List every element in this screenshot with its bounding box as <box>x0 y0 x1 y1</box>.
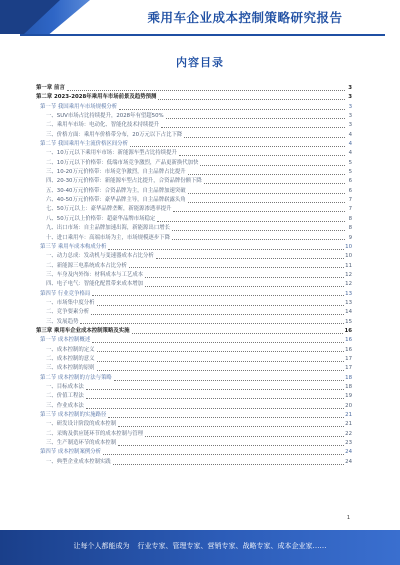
toc-leader-dots <box>97 370 345 371</box>
toc-entry-page: 15 <box>345 318 352 325</box>
toc-leader-dots <box>132 333 344 334</box>
toc-entry-page: 16 <box>345 346 352 353</box>
toc-entry-page: 13 <box>345 299 352 306</box>
toc-leader-dots <box>145 286 344 287</box>
toc-entry-label: 第四节 行业竞争格局 <box>40 290 91 299</box>
toc-entry-label: 二、价值工程法 <box>46 392 85 401</box>
toc-entry-label: 二、新能源三电系统成本占比分析 <box>46 262 128 271</box>
toc-entry[interactable] <box>36 374 352 383</box>
toc-entry[interactable] <box>36 430 352 439</box>
toc-leader-dots <box>108 417 344 418</box>
toc-entry-label: 十、进口乘用车：高端市场为主，市场规模逐步下降 <box>46 234 171 243</box>
toc-entry[interactable] <box>36 439 352 448</box>
toc-leader-dots <box>67 90 345 91</box>
toc-entry-label: 第三节 乘用车成本构成分析 <box>40 243 107 252</box>
toc-entry-page: 4 <box>348 131 352 138</box>
toc-entry[interactable] <box>36 168 352 177</box>
toc-leader-dots <box>173 211 345 212</box>
toc-leader-dots <box>97 351 345 352</box>
toc-entry-page: 19 <box>345 393 352 400</box>
toc-leader-dots <box>113 464 344 465</box>
toc-leader-dots <box>188 193 345 194</box>
toc-entry[interactable] <box>36 112 352 121</box>
toc-entry[interactable] <box>36 420 352 429</box>
toc-entry-label: 第一节 我国乘用车市场规模分析 <box>40 103 118 112</box>
toc-entry-page: 21 <box>345 421 352 428</box>
header-divider <box>20 34 385 36</box>
toc-entry-page: 14 <box>345 309 352 316</box>
toc-entry-page: 22 <box>345 430 352 437</box>
toc-entry-page: 10 <box>345 253 352 260</box>
toc-entry[interactable] <box>36 177 352 186</box>
toc-entry[interactable] <box>36 149 352 158</box>
toc-entry-label: 八、50万元以上价格带：超豪华品牌市场稳定 <box>46 215 156 224</box>
toc-entry-page: 3 <box>348 113 352 120</box>
toc-entry-label: 一、典型企业成本控制实践 <box>46 458 112 467</box>
header-bar <box>0 0 400 34</box>
toc-entry-page: 5 <box>348 159 352 166</box>
toc-leader-dots <box>103 454 344 455</box>
toc-leader-dots <box>92 295 344 296</box>
toc-entry-label: 一、目标成本法 <box>46 383 85 392</box>
toc-entry-page: 8 <box>348 225 352 232</box>
toc-entry-label: 第一节 成本控制概述 <box>40 336 91 345</box>
toc-entry-label: 第三章 乘用车企业成本控制策略及实施 <box>36 327 131 336</box>
toc-entry-page: 6 <box>348 187 352 194</box>
toc-entry-label: 第一章 前言 <box>36 84 66 93</box>
toc-leader-dots <box>158 99 345 100</box>
toc-leader-dots <box>130 146 345 147</box>
toc-entry-page: 5 <box>348 169 352 176</box>
toc-leader-dots <box>145 436 344 437</box>
toc-leader-dots <box>86 389 344 390</box>
toc-entry-page: 10 <box>345 243 352 250</box>
toc-entry-page: 6 <box>348 178 352 185</box>
toc-entry-label: 六、40-50万元价格带：豪华品牌主导，自主品牌崭露头角 <box>46 196 187 205</box>
toc-leader-dots <box>97 305 345 306</box>
toc-entry[interactable] <box>36 196 352 205</box>
toc-leader-dots <box>188 202 345 203</box>
table-of-contents <box>36 84 352 467</box>
toc-entry[interactable] <box>36 458 352 467</box>
toc-title: 内容目录 <box>176 56 224 69</box>
toc-entry-label: 三、生产制造环节的成本控制 <box>46 439 117 448</box>
page-number: 1 <box>346 515 350 521</box>
toc-entry[interactable] <box>36 346 352 355</box>
toc-entry-label: 一、动力总成：发动机与变速器成本占比分析 <box>46 252 155 261</box>
toc-entry-page: 11 <box>345 262 352 269</box>
toc-entry[interactable] <box>36 252 352 261</box>
toc-entry-page: 21 <box>345 412 352 419</box>
toc-entry-page: 3 <box>348 122 352 129</box>
toc-leader-dots <box>157 221 345 222</box>
toc-entry-page: 13 <box>345 290 352 297</box>
toc-entry-label: 三、成本控制的原则 <box>46 364 96 373</box>
toc-entry[interactable] <box>36 84 352 93</box>
toc-entry[interactable] <box>36 318 352 327</box>
toc-leader-dots <box>86 398 344 399</box>
toc-entry[interactable] <box>36 355 352 364</box>
toc-entry[interactable] <box>36 234 352 243</box>
toc-leader-dots <box>172 230 345 231</box>
toc-entry-page: 4 <box>348 141 352 148</box>
toc-leader-dots <box>200 165 345 166</box>
toc-entry[interactable] <box>36 215 352 224</box>
toc-leader-dots <box>204 183 345 184</box>
toc-leader-dots <box>129 267 344 268</box>
toc-entry-label: 第四节 成本控制案例分析 <box>40 448 102 457</box>
toc-entry-page: 9 <box>348 234 352 241</box>
toc-entry-page: 16 <box>345 337 352 344</box>
toc-entry[interactable] <box>36 448 352 457</box>
toc-leader-dots <box>114 380 344 381</box>
toc-entry-label: 第二节 我国乘用车主流价格区间分析 <box>40 140 129 149</box>
toc-entry-label: 第二章 2023-2028年乘用车市场前景及趋势预测 <box>36 93 157 102</box>
toc-entry[interactable] <box>36 140 352 149</box>
toc-entry-page: 7 <box>348 206 352 213</box>
toc-entry-label: 二、竞争要素分析 <box>46 308 90 317</box>
toc-entry[interactable] <box>36 205 352 214</box>
toc-leader-dots <box>184 137 345 138</box>
toc-leader-dots <box>91 314 344 315</box>
toc-entry-page: 16 <box>344 327 352 334</box>
toc-entry-page: 17 <box>345 365 352 372</box>
toc-leader-dots <box>108 249 344 250</box>
toc-entry[interactable] <box>36 383 352 392</box>
toc-entry-label: 九、出口市场：自主品牌加速出海，新能源出口增长 <box>46 224 171 233</box>
toc-entry[interactable] <box>36 336 352 345</box>
toc-entry-page: 24 <box>345 458 352 465</box>
toc-entry[interactable] <box>36 299 352 308</box>
report-title: 乘用车企业成本控制策略研究报告 <box>147 10 343 25</box>
toc-entry-label: 三、10-20万元价格带：市场竞争激烈，自主品牌占比提升 <box>46 168 187 177</box>
toc-entry-page: 20 <box>345 402 352 409</box>
toc-entry-label: 一、成本控制的定义 <box>46 346 96 355</box>
toc-leader-dots <box>119 109 345 110</box>
toc-entry[interactable] <box>36 271 352 280</box>
toc-entry-page: 4 <box>348 150 352 157</box>
toc-entry[interactable] <box>36 280 352 289</box>
toc-leader-dots <box>92 342 344 343</box>
toc-entry-label: 二、10万元以下价格带：低端市场竞争激烈，产品更新换代加快 <box>46 159 199 168</box>
toc-entry[interactable] <box>36 121 352 130</box>
footer-slogan-lead: 让每个人都能成为 <box>73 542 130 550</box>
toc-entry-label: 四、20-30万元价格带：新能源车型占比提升，合资品牌份额下降 <box>46 177 203 186</box>
toc-leader-dots <box>188 174 345 175</box>
toc-leader-dots <box>86 408 344 409</box>
toc-leader-dots <box>166 118 345 119</box>
toc-entry-label: 三、发展趋势 <box>46 318 79 327</box>
toc-entry-page: 3 <box>348 94 352 101</box>
toc-leader-dots <box>118 426 344 427</box>
toc-entry[interactable] <box>36 243 352 252</box>
toc-entry-label: 七、50万元以上：豪华品牌垄断，新能源渗透率提升 <box>46 205 172 214</box>
toc-entry[interactable] <box>36 364 352 373</box>
toc-leader-dots <box>156 258 344 259</box>
toc-entry-label: 二、成本控制的意义 <box>46 355 96 364</box>
toc-entry-label: 一、研发设计阶段的成本控制 <box>46 420 117 429</box>
toc-entry-page: 8 <box>348 215 352 222</box>
toc-leader-dots <box>145 277 344 278</box>
toc-entry-page: 7 <box>348 197 352 204</box>
toc-leader-dots <box>179 155 345 156</box>
toc-entry-page: 17 <box>345 355 352 362</box>
toc-entry-label: 一、10万元以下乘用车市场：新能源车型占比持续提升 <box>46 149 178 158</box>
toc-entry[interactable] <box>36 402 352 411</box>
toc-leader-dots <box>80 323 344 324</box>
toc-entry-label: 第二节 成本控制的方法与策略 <box>40 374 113 383</box>
toc-entry-page: 18 <box>345 374 352 381</box>
toc-leader-dots <box>118 445 344 446</box>
toc-entry[interactable] <box>36 290 352 299</box>
toc-entry-page: 23 <box>345 440 352 447</box>
toc-entry[interactable] <box>36 93 352 102</box>
toc-entry-label: 二、乘用车市场：电动化、智能化技术持续提升 <box>46 121 160 130</box>
toc-entry-label: 三、车身及内外饰：材料成本与工艺成本 <box>46 271 144 280</box>
toc-entry-page: 18 <box>345 384 352 390</box>
toc-entry-label: 一、市场集中度分析 <box>46 299 96 308</box>
toc-entry[interactable] <box>36 103 352 112</box>
toc-entry[interactable] <box>36 224 352 233</box>
toc-entry-label: 五、30-40万元价格带：合资品牌为主，自主品牌加速突破 <box>46 187 187 196</box>
toc-entry-label: 二、采购及供应链环节的成本控制与管理 <box>46 430 144 439</box>
toc-entry-page: 3 <box>348 103 352 110</box>
toc-entry-page: 12 <box>345 271 352 278</box>
toc-leader-dots <box>97 361 345 362</box>
toc-entry-label: 四、电子电气：智能化配置带来成本增加 <box>46 280 144 289</box>
toc-entry-page: 3 <box>348 85 352 91</box>
toc-leader-dots <box>161 127 345 128</box>
toc-entry-label: 一、SUV市场占比持续提升，2028年有望超50% <box>46 112 165 121</box>
toc-entry[interactable] <box>36 262 352 271</box>
toc-entry-page: 24 <box>345 449 352 456</box>
toc-entry[interactable] <box>36 131 352 140</box>
toc-entry[interactable] <box>36 411 352 420</box>
toc-entry-label: 三、价格方面：乘用车价格带分布，20万元以下占比下降 <box>46 131 183 140</box>
toc-entry[interactable] <box>36 392 352 401</box>
toc-entry-page: 12 <box>345 281 352 288</box>
footer-slogan-roles: 行业专家、管理专家、营销专家、战略专家、成本企业家…… <box>137 542 327 550</box>
footer-slogan <box>0 541 400 553</box>
toc-entry-label: 三、作业成本法 <box>46 402 85 411</box>
toc-entry[interactable] <box>36 187 352 196</box>
toc-entry-label: 第三节 成本控制的实施路径 <box>40 411 107 420</box>
toc-entry[interactable] <box>36 308 352 317</box>
toc-leader-dots <box>172 239 345 240</box>
toc-entry[interactable] <box>36 159 352 168</box>
toc-entry[interactable] <box>36 327 352 336</box>
